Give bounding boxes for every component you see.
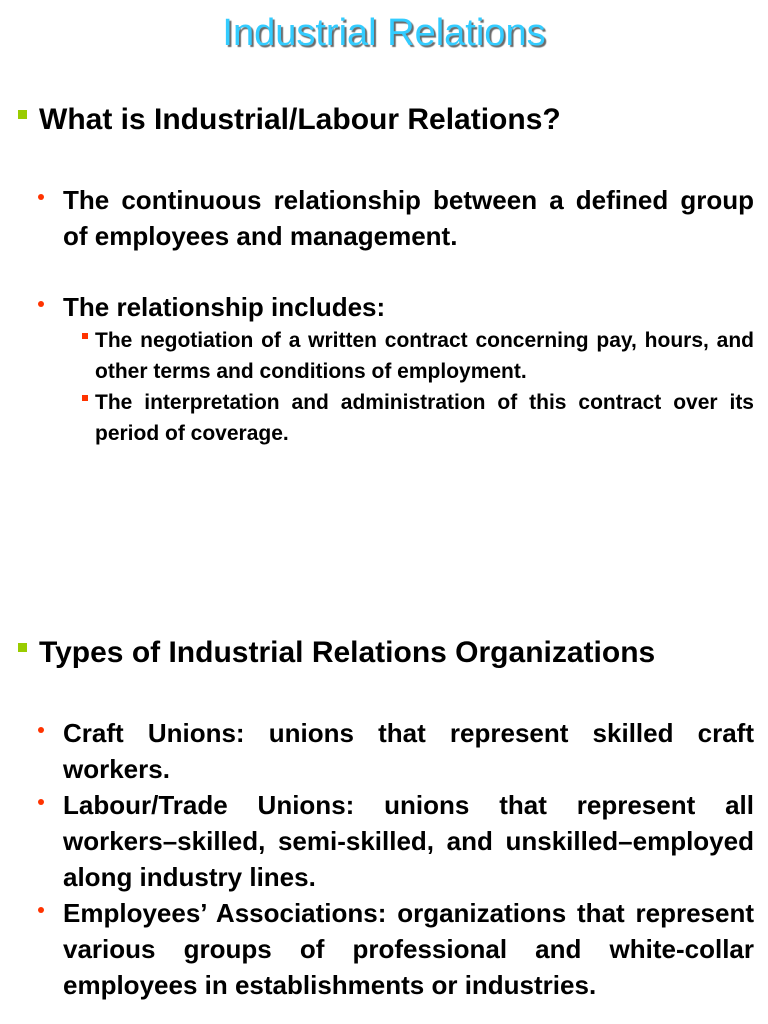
slide-title: Industrial Relations [222, 12, 546, 54]
round-bullet-icon [38, 727, 44, 733]
round-bullet-icon [38, 799, 44, 805]
list-item-text: Employees’ Associations: organizations that represent various groups of professional and white-collar employees in establishments or industries. [63, 898, 754, 1000]
square-bullet-icon [82, 395, 88, 401]
sub-list-item [82, 325, 754, 387]
section-heading-types [18, 635, 758, 671]
section-heading-text: Types of Industrial Relations Organizations [39, 636, 656, 669]
sub-list-item-text: The interpretation and administration of this contract over its period of coverage. [95, 391, 754, 445]
list-item-text: The continuous relationship between a defined group of employees and management. [63, 185, 754, 251]
includes-list [38, 289, 754, 449]
organization-types-list [38, 715, 754, 1003]
list-item [38, 895, 754, 1003]
sub-list-item-text: The negotiation of a written contract concerning pay, hours, and other terms and conditions of employment. [95, 329, 754, 383]
list-item [38, 715, 754, 787]
round-bullet-icon [38, 194, 44, 200]
definition-list [38, 182, 754, 254]
list-item-text: The relationship includes: [63, 292, 386, 322]
square-bullet-icon [18, 110, 27, 119]
list-item-text: Labour/Trade Unions: unions that represent all workers–skilled, semi-skilled, and unskilled–employed along industry lines. [63, 790, 754, 892]
square-bullet-icon [82, 333, 88, 339]
section-heading-text: What is Industrial/Labour Relations? [39, 103, 561, 136]
list-item [38, 182, 754, 254]
sub-list-item [82, 387, 754, 449]
sub-list [82, 325, 754, 449]
list-item-text: Craft Unions: unions that represent skilled craft workers. [63, 718, 754, 784]
section-heading-definition [18, 102, 758, 138]
list-item [38, 289, 754, 325]
round-bullet-icon [38, 907, 44, 913]
square-bullet-icon [18, 643, 27, 652]
round-bullet-icon [38, 301, 44, 307]
list-item [38, 787, 754, 895]
